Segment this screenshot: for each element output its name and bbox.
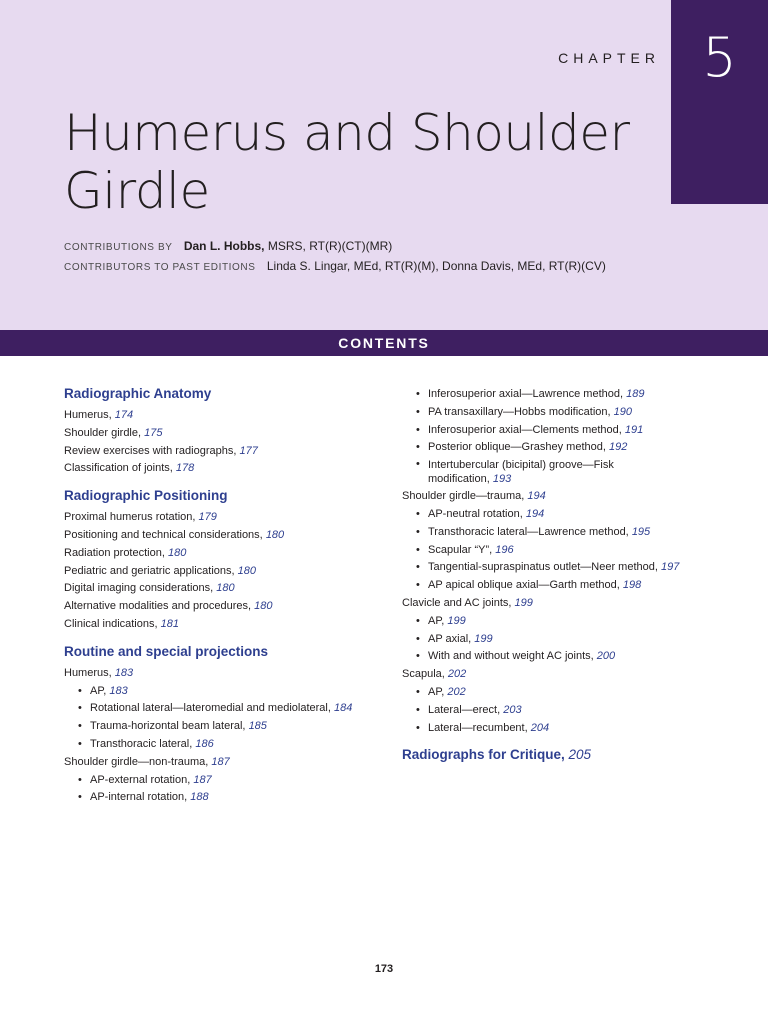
toc-subitem[interactable]: • AP, 202 [402, 684, 742, 702]
toc-subitem[interactable]: • AP axial, 199 [402, 631, 742, 649]
toc-subitem[interactable]: • Lateral—recumbent, 204 [402, 720, 742, 738]
past-contributors-line [64, 259, 606, 273]
contributions-label: CONTRIBUTIONS BY [64, 242, 173, 253]
chapter-number-block [671, 0, 768, 204]
toc-subitem[interactable]: • Intertubercular (bicipital) groove—Fisk modification, 193 [402, 457, 658, 488]
toc-item[interactable]: Shoulder girdle—non-trauma, 187 [64, 755, 230, 768]
toc-subitem[interactable]: • AP, 199 [402, 613, 742, 631]
page-ref: 181 [160, 617, 179, 630]
toc-item[interactable]: Shoulder girdle, 175 [64, 426, 163, 439]
page-ref: 179 [198, 511, 217, 524]
toc-item[interactable]: Radiation protection, 180 [64, 546, 187, 559]
toc-subitem[interactable]: • AP apical oblique axial—Garth method, 198 [402, 577, 742, 595]
contributions-line [64, 239, 392, 253]
page-ref: 183 [114, 666, 134, 679]
page-ref: 195 [631, 525, 651, 538]
page-ref: 183 [109, 684, 128, 697]
contents-right-column [402, 386, 742, 762]
page-ref: 180 [265, 528, 285, 541]
toc-item[interactable]: Humerus, 174 [64, 409, 134, 421]
page-number: 173 [374, 963, 394, 975]
page-ref: 187 [211, 755, 230, 768]
toc-subitem[interactable]: • AP-neutral rotation, 194 [402, 506, 742, 524]
toc-subitem[interactable]: • With and without weight AC joints, 200 [402, 648, 742, 666]
page-ref: 184 [333, 702, 353, 715]
page-ref: 194 [527, 490, 546, 503]
section-heading-anatomy[interactable]: Radiographic Anatomy [64, 386, 212, 401]
page-ref: 203 [503, 703, 522, 716]
toc-subitem[interactable]: • Transthoracic lateral—Lawrence method, 195 [402, 524, 742, 542]
toc-item[interactable]: Proximal humerus rotation, 179 [64, 511, 217, 524]
toc-subitem[interactable]: • Trauma-horizontal beam lateral, 185 [64, 718, 384, 736]
page-ref: 199 [447, 614, 466, 627]
page-ref: 188 [190, 791, 209, 804]
toc-subitem[interactable]: • Scapular “Y”, 196 [402, 542, 742, 560]
page-ref: 185 [248, 720, 267, 733]
toc-item[interactable]: Scapula, 202 [402, 668, 467, 681]
toc-subitem[interactable]: • PA transaxillary—Hobbs modification, 190 [402, 404, 742, 422]
toc-item[interactable]: Digital imaging considerations, 180 [64, 582, 235, 595]
chapter-label: CHAPTER [558, 50, 660, 66]
toc-subitem[interactable]: • Inferosuperior axial—Lawrence method, 189 [402, 386, 742, 404]
toc-item[interactable]: Pediatric and geriatric applications, 180 [64, 564, 257, 577]
toc-item[interactable]: Humerus, 183 [64, 666, 134, 679]
page-ref: 180 [167, 546, 187, 559]
toc-subitem[interactable]: • Transthoracic lateral, 186 [64, 736, 384, 754]
page-ref: 205 [568, 747, 592, 763]
page-ref: 178 [175, 462, 195, 475]
page-ref: 200 [596, 650, 616, 663]
page-ref: 193 [492, 473, 512, 486]
toc-subitem[interactable]: • Posterior oblique—Grashey method, 192 [402, 439, 742, 457]
page-ref: 197 [660, 561, 680, 574]
page-ref: 180 [216, 582, 235, 595]
toc-subitem[interactable]: • Rotational lateral—lateromedial and mediolateral, 184 [64, 700, 384, 718]
page-ref: 191 [624, 423, 644, 436]
page-ref: 198 [622, 579, 642, 592]
toc-subitem[interactable]: • Lateral—erect, 203 [402, 702, 742, 720]
toc-item[interactable]: Clavicle and AC joints, 199 [402, 596, 533, 609]
page-ref: 204 [530, 721, 550, 734]
page-ref: 189 [626, 388, 645, 400]
header-band [0, 0, 768, 330]
page-ref: 177 [239, 444, 258, 457]
section-heading-critique[interactable]: Radiographs for Critique, 205 [402, 747, 592, 763]
toc-item[interactable]: Review exercises with radiographs, 177 [64, 444, 258, 457]
section-heading-positioning[interactable]: Radiographic Positioning [64, 488, 228, 504]
toc-item[interactable]: Classification of joints, 178 [64, 462, 195, 475]
toc-subitem[interactable]: • Inferosuperior axial—Clements method, 191 [402, 422, 742, 440]
toc-subitem[interactable]: • Tangential-supraspinatus outlet—Neer method, 197 [402, 559, 742, 577]
section-heading-projections[interactable]: Routine and special projections [64, 643, 269, 659]
toc-item[interactable]: Alternative modalities and procedures, 180 [64, 600, 273, 613]
chapter-number: 5 [702, 26, 737, 89]
chapter-title: Humerus and Shoulder Girdle [64, 104, 630, 220]
toc-item[interactable]: Shoulder girdle—trauma, 194 [402, 490, 546, 503]
page-ref: 199 [474, 632, 493, 645]
contents-bar: CONTENTS [0, 330, 768, 356]
toc-subitem[interactable]: • AP-internal rotation, 188 [64, 789, 384, 807]
contents-left-column [64, 386, 384, 807]
past-contributors-label: CONTRIBUTORS TO PAST EDITIONS [64, 262, 256, 273]
page-ref: 186 [195, 737, 214, 750]
page-ref: 190 [613, 405, 633, 418]
toc-subitem[interactable]: • AP, 183 [64, 683, 384, 701]
page-ref: 194 [525, 507, 545, 520]
toc-subitem[interactable]: • AP-external rotation, 187 [64, 772, 384, 790]
past-contributors: Linda S. Lingar, MEd, RT(R)(M), Donna Davis, MEd, RT(R)(CV) [266, 259, 606, 273]
page-ref: 180 [237, 564, 257, 577]
toc-item[interactable]: Positioning and technical considerations, 180 [64, 528, 285, 541]
page-ref: 175 [144, 426, 163, 439]
page-ref: 180 [254, 600, 273, 613]
page-ref: 192 [609, 441, 628, 454]
contributor-name: Dan L. Hobbs, [183, 239, 265, 253]
contributor-credentials: MSRS, RT(R)(CT)(MR) [267, 239, 393, 253]
page-ref: 199 [514, 596, 533, 609]
page-ref: 202 [447, 668, 467, 681]
page-ref: 187 [193, 773, 212, 786]
page-ref: 174 [114, 409, 134, 421]
page-ref: 196 [495, 543, 514, 556]
page-ref: 202 [447, 685, 466, 698]
toc-item[interactable]: Clinical indications, 181 [64, 617, 179, 630]
